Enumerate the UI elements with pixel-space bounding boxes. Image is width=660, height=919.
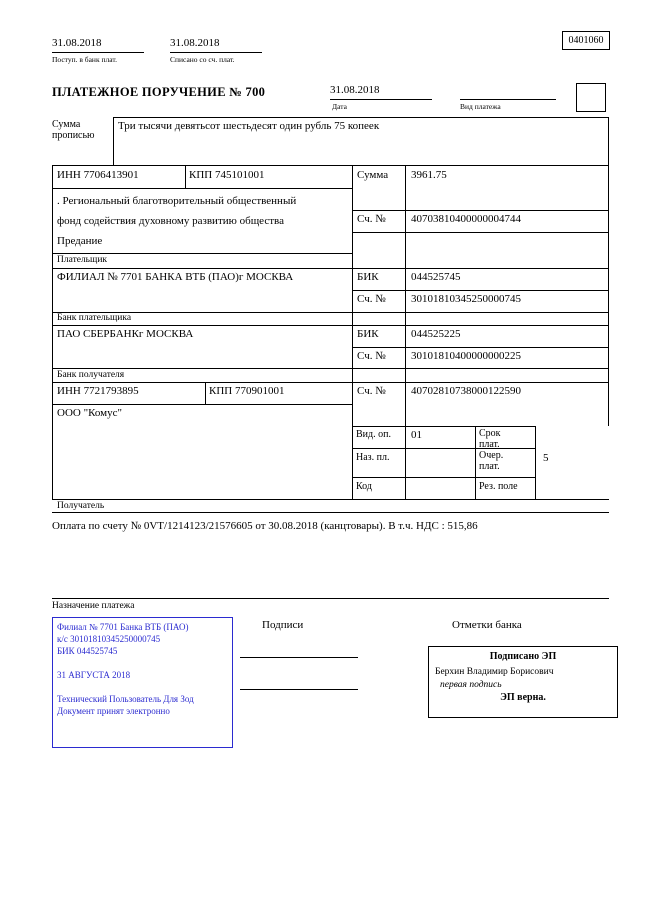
payer-kpp: КПП 745101001 <box>189 169 265 181</box>
grid-line <box>52 188 352 189</box>
form-code: 0401060 <box>562 31 610 50</box>
signatures-label: Подписи <box>262 619 304 631</box>
grid-line <box>185 165 186 188</box>
doc-date-label: Дата <box>332 102 347 111</box>
grid-line <box>52 368 609 369</box>
date-received-label: Поступ. в банк плат. <box>52 55 117 64</box>
bank-stamp <box>52 617 233 748</box>
grid-line <box>52 382 609 383</box>
grid-line <box>352 232 609 233</box>
payment-kind-box <box>576 83 606 112</box>
purpose-label: Назначение платежа <box>52 601 135 611</box>
ep-verified: ЭП верна. <box>500 692 546 703</box>
grid-line <box>405 165 406 499</box>
payer-account: 40703810400000004744 <box>411 213 521 225</box>
grid-line <box>52 165 53 499</box>
payer-bank-section-label: Банк плательщика <box>57 313 132 323</box>
stamp-bik: БИК 044525745 <box>57 646 118 656</box>
sum-label: Сумма <box>357 169 389 181</box>
payee-section-label: Получатель <box>57 501 105 511</box>
grid-line <box>352 165 353 499</box>
signature-type: первая подпись <box>440 680 502 690</box>
stamp-accepted: Документ принят электронно <box>57 706 170 716</box>
stamp-date: 31 АВГУСТА 2018 <box>57 670 131 680</box>
reserve-field-label: Рез. поле <box>479 481 518 492</box>
payee-bank-account-label: Сч. № <box>357 350 386 362</box>
grid-line <box>52 253 352 254</box>
priority-label: Очер. плат. <box>479 450 504 472</box>
payer-inn: ИНН 7706413901 <box>57 169 139 181</box>
grid-line <box>113 117 608 118</box>
payer-section-label: Плательщик <box>57 255 108 265</box>
payment-type-label: Вид платежа <box>460 102 501 111</box>
payee-inn: ИНН 7721793895 <box>57 385 139 397</box>
signer-name: Берхин Владимир Борисович <box>435 667 554 677</box>
stamp-user: Технический Пользователь Для Зод <box>57 694 194 704</box>
payer-bank-bik: 044525745 <box>411 271 461 283</box>
payer-name: . Региональный благотворительный общественный фонд содействия духовному развитию общества Предание <box>57 195 297 247</box>
sum-value: 3961.75 <box>411 169 447 181</box>
grid-line <box>475 426 476 499</box>
doc-title: ПЛАТЕЖНОЕ ПОРУЧЕНИЕ № 700 <box>52 85 266 99</box>
payer-bank-account-label: Сч. № <box>357 293 386 305</box>
grid-line <box>205 382 206 404</box>
payee-account-label: Сч. № <box>357 385 386 397</box>
payee-bank-bik-label: БИК <box>357 328 379 340</box>
payee-bank-name: ПАО СБЕРБАНКг МОСКВА <box>57 328 194 340</box>
payer-account-label: Сч. № <box>357 213 386 225</box>
date-received: 31.08.2018 <box>52 37 144 53</box>
signature-stamp-box <box>428 646 618 718</box>
due-date-label: Срок плат. <box>479 428 501 450</box>
payer-bank-name: ФИЛИАЛ № 7701 БАНКА ВТБ (ПАО)г МОСКВА <box>57 271 294 283</box>
op-type-value: 01 <box>411 429 422 441</box>
signature-line-2 <box>240 689 358 690</box>
purpose-text: Оплата по счету № 0VT/1214123/21576605 от 30.08.2018 (канцтовары). В т.ч. НДС : 515,86 <box>52 520 478 532</box>
grid-line <box>608 117 609 426</box>
purpose-code-label: Наз. пл. <box>356 452 390 463</box>
amount-words-label: Сумма прописью <box>52 119 95 141</box>
grid-line <box>352 290 609 291</box>
amount-words-value: Три тысячи девятьсот шестьдесят один рубль 75 копеек <box>118 120 380 132</box>
grid-line <box>52 165 609 166</box>
grid-line <box>535 426 536 499</box>
grid-line <box>352 477 536 478</box>
stamp-bank-name: Филиал № 7701 Банка ВТБ (ПАО) <box>57 622 189 632</box>
code-label: Код <box>356 481 372 492</box>
stamp-corr-account: к/с 30101810345250000745 <box>57 634 161 644</box>
priority-value: 5 <box>543 452 549 464</box>
payment-type-underline <box>460 84 556 100</box>
doc-date: 31.08.2018 <box>330 84 432 100</box>
payee-kpp: КПП 770901001 <box>209 385 285 397</box>
grid-line <box>52 598 609 599</box>
grid-line <box>113 117 114 165</box>
signed-ep-title: Подписано ЭП <box>489 651 557 662</box>
payee-bank-section-label: Банк получателя <box>57 370 125 380</box>
payer-bank-bik-label: БИК <box>357 271 379 283</box>
payee-account: 40702810738000122590 <box>411 385 521 397</box>
op-type-label: Вид. оп. <box>356 429 391 440</box>
signature-line-1 <box>240 657 358 658</box>
date-debited: 31.08.2018 <box>170 37 262 53</box>
grid-line <box>52 512 609 513</box>
grid-line <box>352 426 536 427</box>
grid-line <box>52 325 609 326</box>
payee-bank-account: 30101810400000000225 <box>411 350 521 362</box>
grid-line <box>52 312 609 313</box>
grid-line <box>352 210 609 211</box>
payee-bank-bik: 044525225 <box>411 328 461 340</box>
bank-marks-label: Отметки банка <box>452 619 522 631</box>
payer-bank-account: 30101810345250000745 <box>411 293 521 305</box>
grid-line <box>352 347 609 348</box>
payee-name: ООО "Комус" <box>57 407 122 419</box>
date-debited-label: Списано со сч. плат. <box>170 55 235 64</box>
grid-line <box>52 404 352 405</box>
grid-line <box>52 268 609 269</box>
grid-line <box>52 499 609 500</box>
